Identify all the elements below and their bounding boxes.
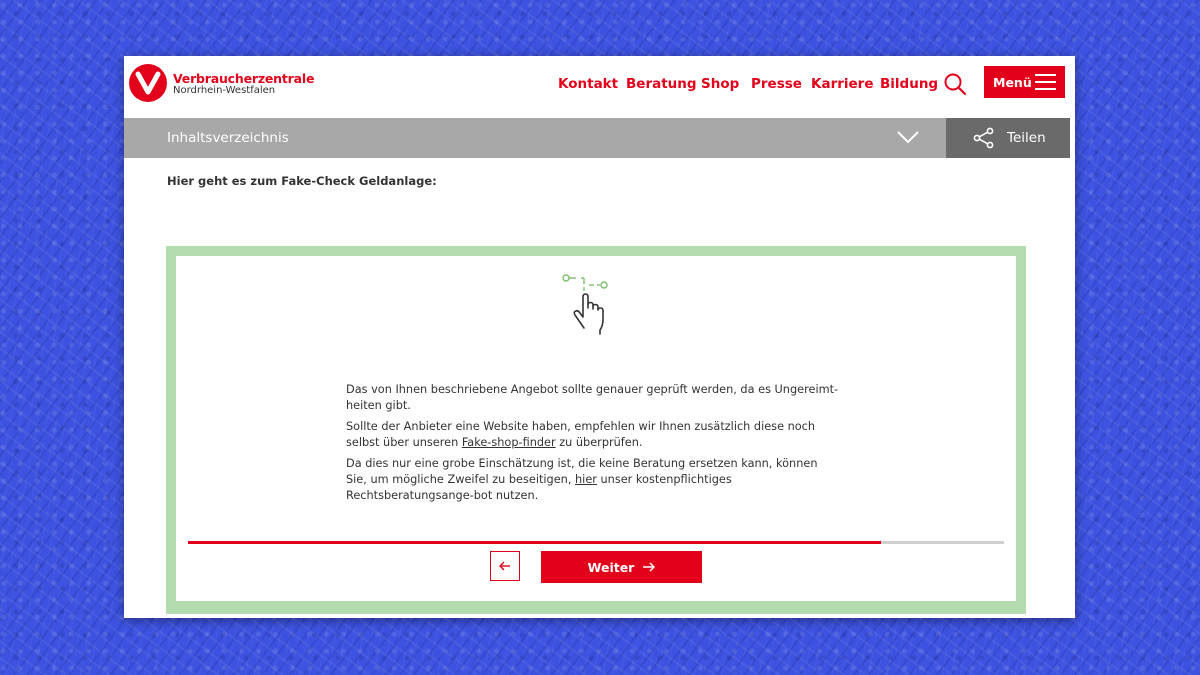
- paragraph-3-text: Da dies nur eine grobe Einschätzung ist, die keine Beratung ersetzen kann, können Sie, um mögliche Zweifel zu beseitigen,: [346, 457, 818, 486]
- paragraph-2-text-end: zu überprüfen.: [555, 436, 643, 449]
- intro-text: Hier geht es zum Fake-Check Geldanlage:: [167, 174, 437, 188]
- search-icon[interactable]: [943, 72, 967, 96]
- nav-shop[interactable]: Shop: [701, 76, 740, 92]
- paragraph-2-text: Sollte der Anbieter eine Website haben, empfehlen wir Ihnen zusätzlich diese noch selbst über unseren: [346, 420, 816, 449]
- share-icon: [973, 127, 995, 153]
- fake-shop-finder-link[interactable]: Fake-shop-finder: [461, 436, 556, 449]
- progress-fill: [188, 541, 881, 544]
- arrow-left-icon: [499, 561, 511, 571]
- result-paragraph-3: [346, 456, 841, 504]
- arrow-right-icon: [642, 562, 655, 572]
- result-paragraph-1: Das von Ihnen beschriebene Angebot sollte genauer geprüft werden, da es Ungereimt-heiten gibt.: [346, 383, 839, 412]
- nav-presse[interactable]: Presse: [751, 76, 802, 92]
- logo-v-icon[interactable]: [129, 64, 167, 102]
- share-label: Teilen: [1007, 130, 1046, 146]
- fake-check-widget-frame: [166, 246, 1026, 614]
- chevron-down-icon[interactable]: [896, 128, 920, 150]
- menu-label: Menü: [993, 74, 1032, 90]
- nav-kontakt[interactable]: Kontakt: [558, 76, 619, 92]
- nav-beratung[interactable]: Beratung: [626, 76, 697, 92]
- nav-bildung[interactable]: Bildung: [880, 76, 939, 92]
- menu-button[interactable]: [984, 66, 1065, 98]
- result-text: [346, 382, 841, 509]
- logo-title[interactable]: Verbraucherzentrale: [173, 71, 315, 86]
- nav-karriere[interactable]: Karriere: [811, 76, 874, 92]
- toc-label: Inhaltsverzeichnis: [167, 130, 289, 146]
- toc-bar[interactable]: [124, 118, 1070, 158]
- fake-check-widget: [176, 256, 1016, 601]
- hamburger-icon: [1035, 74, 1056, 90]
- site-header: [124, 56, 1075, 118]
- next-button[interactable]: [541, 551, 702, 583]
- browser-window: [124, 56, 1075, 618]
- share-button[interactable]: [946, 118, 1070, 158]
- next-label: Weiter: [587, 559, 635, 575]
- rechtsberatung-link[interactable]: hier: [575, 473, 597, 486]
- logo-subtitle: Nordrhein-Westfalen: [173, 85, 276, 96]
- hand-pointer-icon: [562, 272, 616, 342]
- paragraph-3-text-end: unser kostenpflichtiges Rechtsberatungsange-bot nutzen.: [346, 473, 732, 502]
- progress-bar: [188, 541, 1004, 544]
- result-paragraph-2: [346, 419, 841, 451]
- back-button[interactable]: [490, 551, 520, 581]
